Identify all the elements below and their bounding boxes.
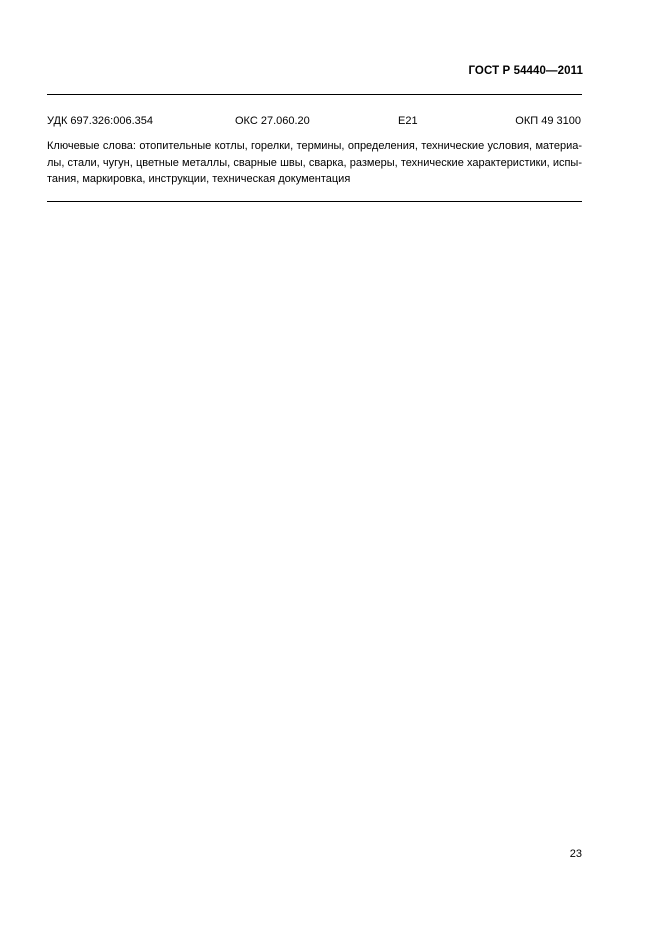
- e-code: Е21: [398, 115, 418, 127]
- oks-code: ОКС 27.060.20: [235, 115, 310, 127]
- okp-code: ОКП 49 3100: [515, 115, 581, 127]
- keywords-paragraph: [47, 138, 582, 188]
- page-number: 23: [569, 848, 582, 860]
- keywords-line-1: Ключевые слова: отопительные котлы, горелки, термины, определения, технические условия, материа-: [47, 140, 582, 152]
- keywords-line-2: лы, стали, чугун, цветные металлы, сварные швы, сварка, размеры, технические характеристики, испы-: [47, 156, 582, 169]
- standard-code-header: ГОСТ Р 54440—2011: [468, 65, 583, 77]
- classification-codes-row: [47, 115, 582, 131]
- bottom-divider: [47, 201, 582, 202]
- udk-code: УДК 697.326:006.354: [47, 115, 153, 127]
- keywords-line-3: тания, маркировка, инструкции, техническая документация: [47, 173, 351, 185]
- top-divider: [47, 94, 582, 95]
